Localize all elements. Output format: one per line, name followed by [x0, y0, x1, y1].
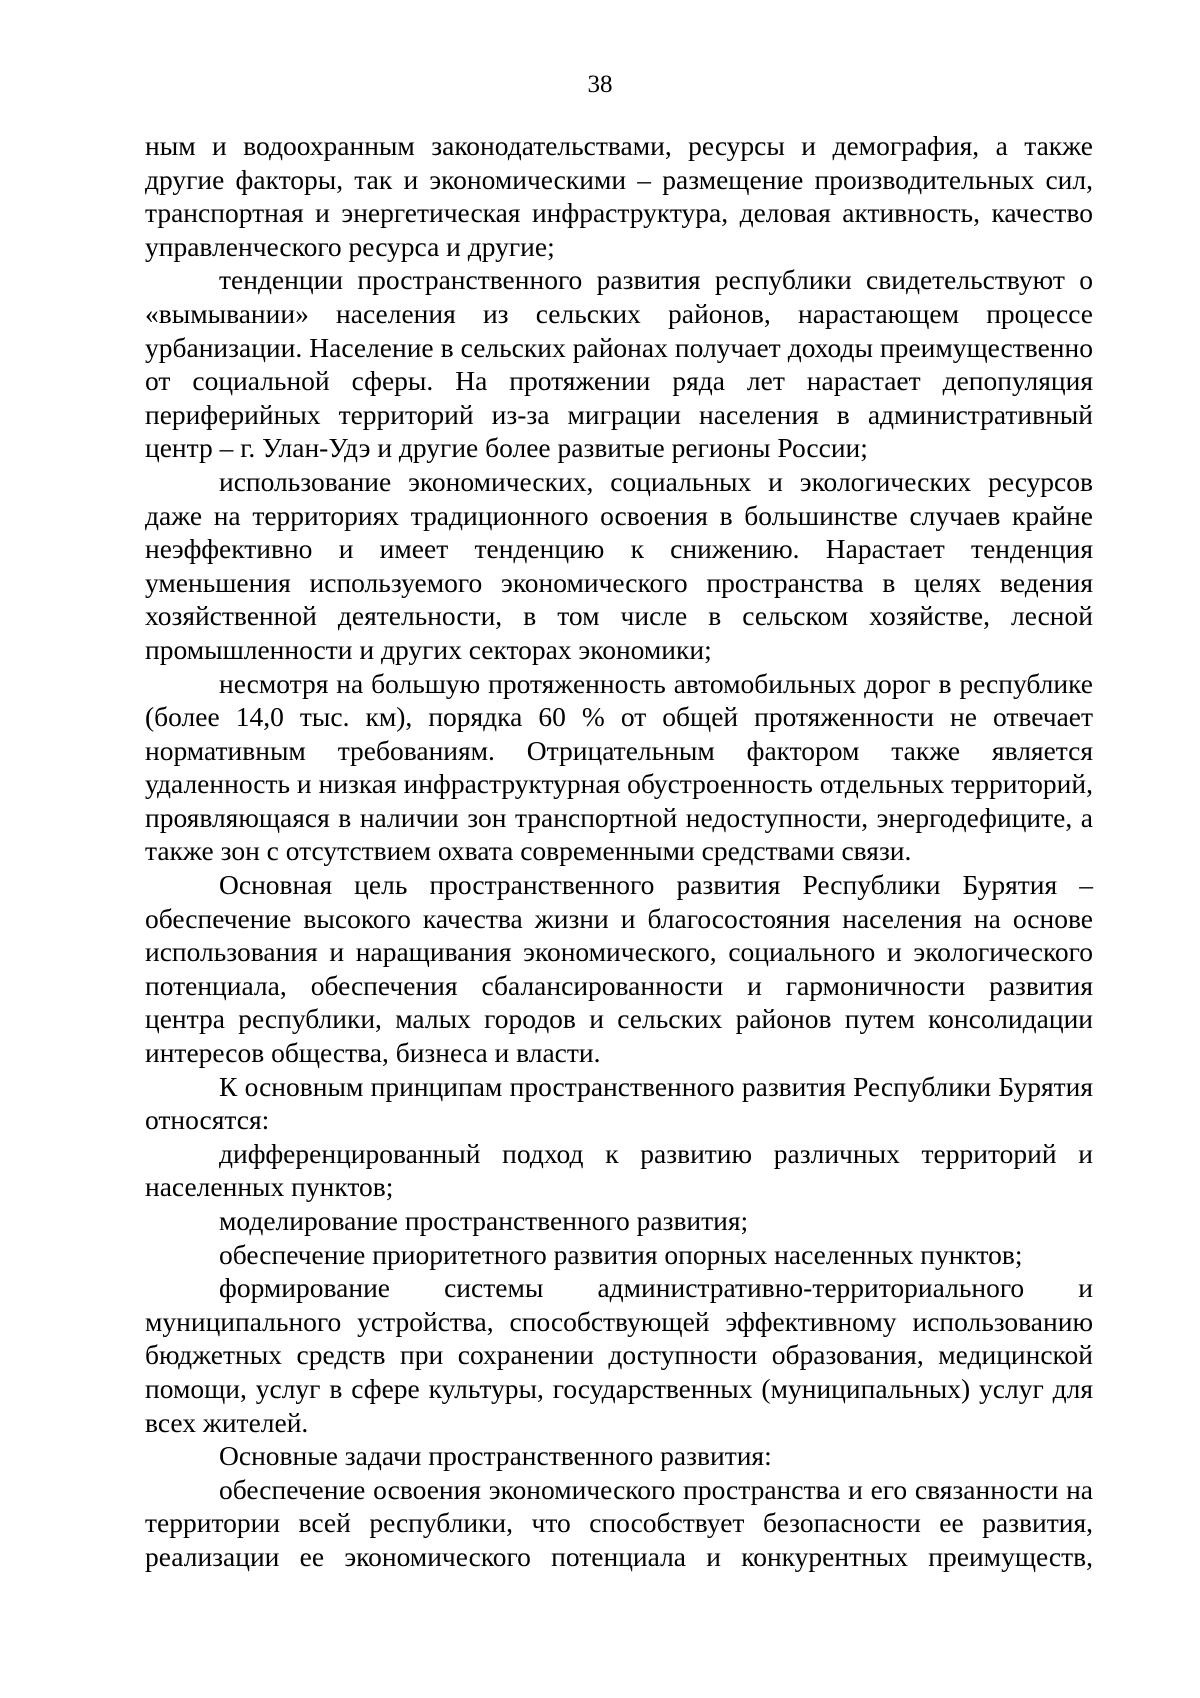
paragraph-legislation-factors: ным и водоохранным законодательствами, ресурсы и демография, а также другие факторы, так и экономическими – размещение производительных сил, транспортная и энергетическая инфраструктура, деловая активность, качество управленческого ресурса и другие;	[145, 130, 1093, 262]
paragraph-spatial-trends: тенденции пространственного развития республики свидетельствуют о «вымывании» населения из сельских районов, нарастающем процессе урбанизации. Население в сельских районах получает доходы преимущественно от социальной сферы. На протяжении ряда лет нарастает депопуляция периферийных территорий из-за миграции населения в административный центр – г. Улан-Удэ и другие более развитые регионы России;	[145, 264, 1093, 464]
paragraph-principle-modeling: моделирование пространственного развития;	[219, 1205, 749, 1236]
paragraph-task-development: обеспечение освоения экономического пространства и его связанности на территории всей республики, что способствует безопасности ее развития, реализации ее экономического потенциала и конкурентных преимуществ,	[145, 1473, 1093, 1572]
paragraph-principle-differentiated: дифференцированный подход к развитию различных территорий и населенных пунктов;	[145, 1137, 1093, 1203]
paragraph-resource-use: использование экономических, социальных и экологических ресурсов даже на территориях традиционного освоения в большинстве случаев крайне неэффективно и имеет тенденцию к снижению. Нарастает тенденция уменьшения используемого экономического пространства в целях ведения хозяйственной деятельности, в том числе в сельском хозяйстве, лесной промышленности и других секторах экономики;	[145, 465, 1093, 665]
document-body	[145, 129, 1093, 1574]
paragraph-tasks-intro: Основные задачи пространственного развития:	[219, 1440, 772, 1472]
page-number: 38	[587, 71, 613, 98]
paragraph-principle-priority: обеспечение приоритетного развития опорных населенных пунктов;	[219, 1238, 1023, 1270]
paragraph-principle-administrative: формирование системы административно-территориального и муниципального устройства, способствующей эффективному использованию бюджетных средств при сохранении доступности образования, медицинской помощи, услуг в сфере культуры, государственных (муниципальных) услуг для всех жителей.	[145, 1272, 1093, 1438]
paragraph-main-goal: Основная цель пространственного развития Республики Бурятия – обеспечение высокого качества жизни и благосостояния населения на основе использования и наращивания экономического, социального и экологического потенциала, обеспечения сбалансированности и гармоничности развития центра республики, малых городов и сельских районов путем консолидации интересов общества, бизнеса и власти.	[145, 869, 1093, 1069]
paragraph-principles-intro: К основным принципам пространственного развития Республики Бурятия относятся:	[145, 1070, 1093, 1136]
paragraph-roads: несмотря на большую протяженность автомобильных дорог в республике (более 14,0 тыс. км), порядка 60 % от общей протяженности не отвечает нормативным требованиям. Отрицательным фактором также является удаленность и низкая инфраструктурная обустроенность отдельных территорий, проявляющаяся в наличии зон транспортной недоступности, энергодефиците, а также зон с отсутствием охвата современными средствами связи.	[145, 667, 1093, 867]
